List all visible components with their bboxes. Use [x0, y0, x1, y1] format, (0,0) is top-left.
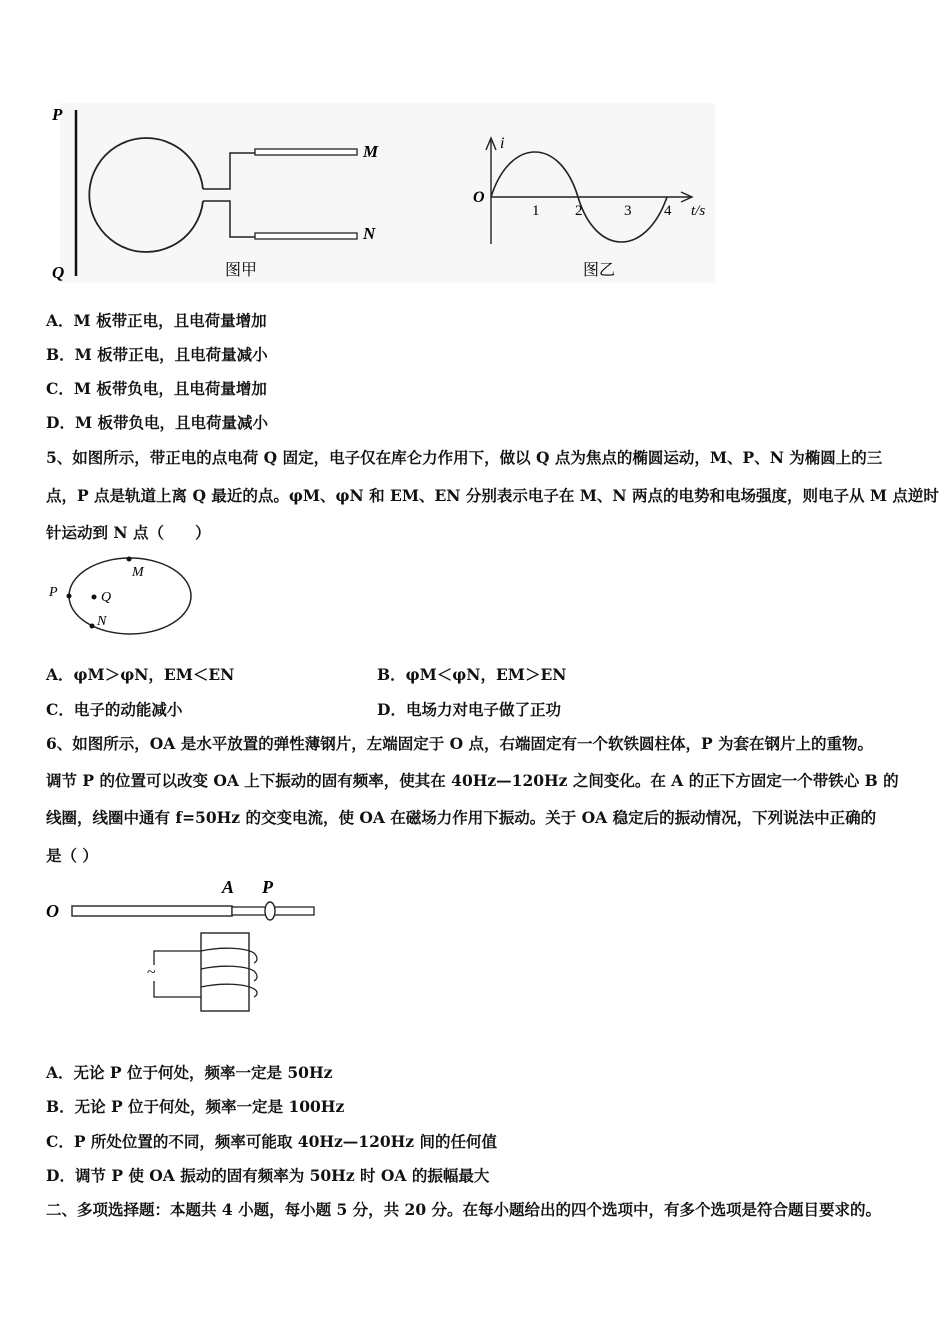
axis-i-label: i [500, 135, 505, 152]
point-P [67, 594, 72, 599]
q6-stem-line1: 6、如图所示，OA 是水平放置的弹性薄钢片，左端固定于 O 点，右端固定有一个软铁圆柱体，P 为套在钢片上的重物。 [46, 734, 874, 753]
caption-yi: 图乙 [583, 262, 616, 279]
coil-leads [154, 951, 201, 997]
q6-stem-line2: 调节 P 的位置可以改变 OA 上下振动的固有频率，使其在 40Hz—120Hz 之间变化。在 A 的正下方固定一个带铁心 B 的 [46, 771, 899, 790]
q6-option-d: D．调节 P 使 OA 振动的固有频率为 50Hz 时 OA 的振幅最大 [46, 1166, 490, 1185]
tick-1: 1 [532, 203, 540, 219]
q5-option-d: D．电场力对电子做了正功 [377, 700, 561, 719]
tick-4: 4 [664, 203, 672, 219]
ellipse-label-Q: Q [101, 590, 112, 605]
q5-option-c: C．电子的动能减小 [46, 700, 183, 719]
figure-steel-strip-coil [44, 873, 334, 1013]
caption-jia: 图甲 [225, 262, 258, 279]
point-M [127, 557, 132, 562]
point-N [90, 624, 95, 629]
ellipse-label-M: M [132, 565, 144, 580]
ellipse-label-N: N [97, 614, 107, 629]
figure-circuit-and-graph [40, 98, 720, 283]
label-N: N [363, 224, 376, 243]
weight-P [265, 902, 275, 920]
q6-option-c: C．P 所处位置的不同，频率可能取 40Hz—120Hz 间的任何值 [46, 1132, 497, 1151]
q4-option-d: D．M 板带负电，且电荷量减小 [46, 413, 268, 432]
figure-background [60, 103, 715, 283]
strip-label-P: P [262, 877, 273, 897]
q4-option-b: B．M 板带正电，且电荷量减小 [46, 345, 268, 364]
ac-source-symbol: ~ [147, 964, 156, 981]
origin-label: O [473, 189, 485, 206]
label-P: P [52, 105, 63, 124]
strip-label-O: O [46, 901, 59, 921]
q6-option-b: B．无论 P 位于何处，频率一定是 100Hz [46, 1097, 345, 1116]
iron-core-B [201, 933, 249, 1011]
section-2-heading: 二、多项选择题：本题共 4 小题，每小题 5 分，共 20 分。在每小题给出的四个选项中，有多个选项是符合题目要求的。 [46, 1200, 882, 1219]
point-Q [92, 595, 97, 600]
tick-3: 3 [624, 203, 632, 219]
q5-option-b: B．φM＜φN，EM＞EN [377, 665, 567, 684]
q6-option-a: A．无论 P 位于何处，频率一定是 50Hz [46, 1063, 333, 1082]
label-Q: Q [52, 263, 65, 282]
q5-stem-line1: 5、如图所示，带正电的点电荷 Q 固定，电子仅在库仑力作用下，做以 Q 点为焦点的椭圆运动，M、P、N 为椭圆上的三 [46, 448, 883, 467]
steel-strip [72, 906, 232, 916]
q4-option-a: A．M 板带正电，且电荷量增加 [46, 311, 267, 330]
tick-2: 2 [575, 203, 583, 219]
axis-t-label: t/s [691, 203, 706, 219]
strip-label-A: A [222, 877, 235, 897]
q5-stem-line2: 点，P 点是轨道上离 Q 最近的点。φM、φN 和 EM、EN 分别表示电子在 M、N 两点的电势和电场强度，则电子从 M 点逆时 [46, 486, 939, 505]
q4-option-c: C．M 板带负电，且电荷量增加 [46, 379, 267, 398]
q5-stem-line3: 针运动到 N 点（ ） [46, 523, 211, 542]
figure-ellipse-orbit [44, 556, 204, 641]
q5-option-a: A．φM＞φN，EM＜EN [46, 665, 235, 684]
ellipse-label-P: P [49, 585, 58, 600]
label-M: M [363, 142, 379, 161]
plate-M [255, 149, 357, 155]
orbit-ellipse [69, 558, 191, 634]
q6-stem-line3: 线圈，线圈中通有 f=50Hz 的交变电流，使 OA 在磁场力作用下振动。关于 OA 稳定后的振动情况，下列说法中正确的 [46, 808, 877, 827]
q6-stem-line4: 是（ ） [46, 846, 98, 865]
plate-N [255, 233, 357, 239]
